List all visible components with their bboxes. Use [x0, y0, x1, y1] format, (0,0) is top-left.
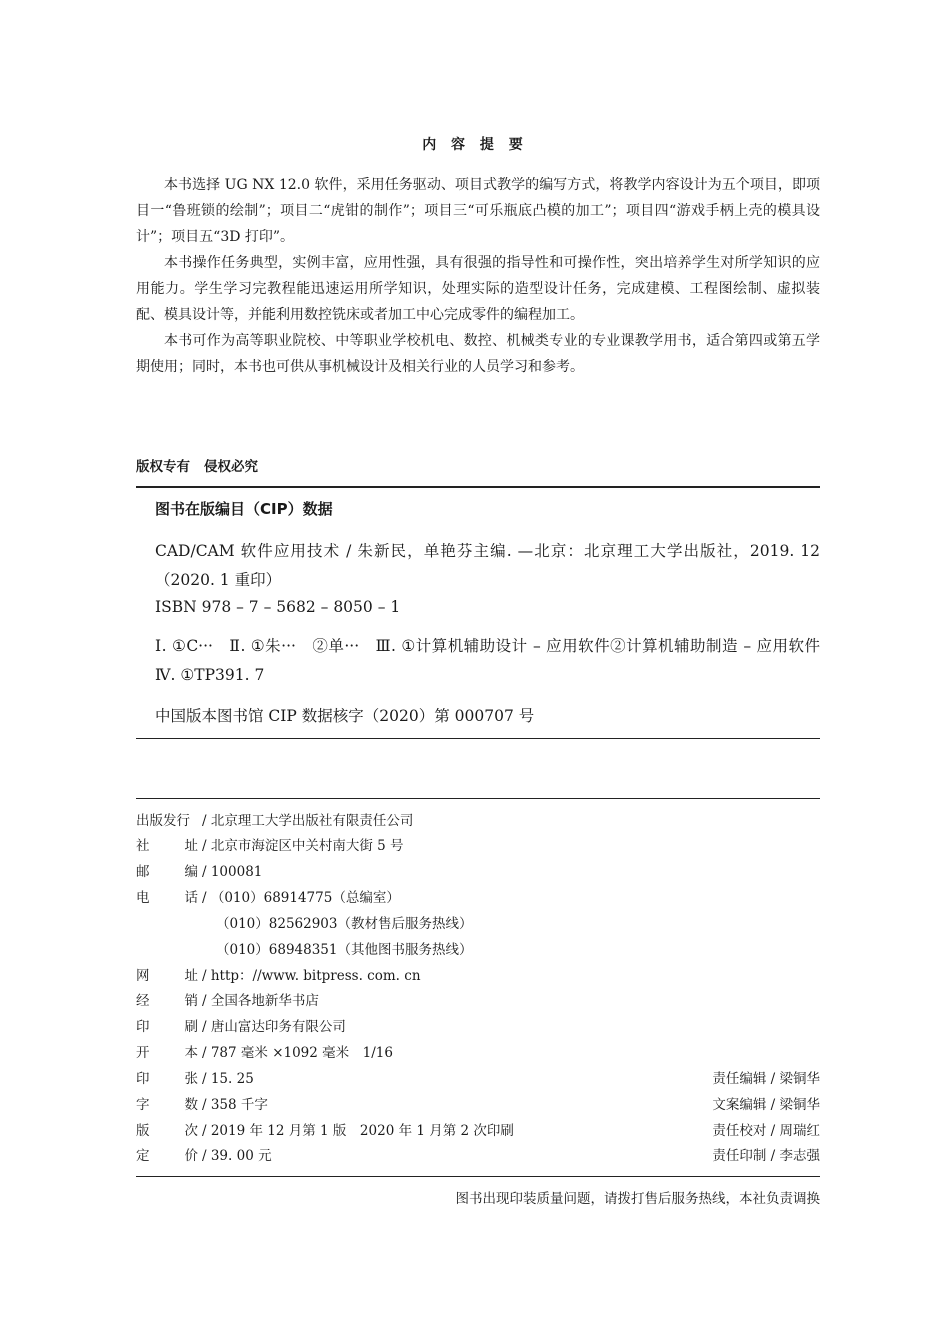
summary-title: 内 容 提 要	[422, 137, 528, 153]
row-label: 开 本	[136, 1045, 198, 1061]
row-label: 印 刷	[136, 1019, 198, 1035]
copyright-text: 版权专有	[136, 459, 190, 475]
row-value: / 15. 25	[202, 1071, 254, 1087]
format-row	[136, 1041, 820, 1066]
summary-body	[136, 172, 820, 380]
words-row	[136, 1093, 820, 1118]
cip-classification: Ⅰ. ①C··· Ⅱ. ①朱··· ②单··· Ⅲ. ①计算机辅助设计 – 应用软件②计算机辅助制造 – 应用软件 Ⅳ. ①TP391. 7	[155, 637, 836, 684]
publisher-row	[136, 809, 820, 834]
address-row	[136, 834, 820, 859]
postcode-row	[136, 860, 820, 885]
divider	[136, 486, 820, 488]
phone-row	[136, 886, 820, 911]
divider	[136, 798, 820, 799]
phone-row	[136, 938, 820, 963]
edition-row	[136, 1119, 820, 1144]
row-label: 定 价	[136, 1148, 198, 1164]
row-value: （010）68948351（其他图书服务热线）	[216, 942, 473, 958]
printer-row	[136, 1015, 820, 1040]
copyright-notice	[136, 455, 258, 475]
row-label: 经 销	[136, 993, 198, 1009]
row-label: 网 址	[136, 968, 198, 984]
cip-title: 图书在版编目（CIP）数据	[155, 500, 333, 518]
summary-paragraph: 本书可作为高等职业院校、中等职业学校机电、数控、机械类专业的专业课教学用书，适合第四或第五学期使用；同时，本书也可供从事机械设计及相关行业的人员学习和参考。	[136, 333, 820, 375]
cip-isbn: ISBN 978 – 7 – 5682 – 8050 – 1	[155, 598, 401, 616]
row-value: / 39. 00 元	[202, 1148, 272, 1164]
website-row	[136, 964, 820, 989]
sheets-row	[136, 1067, 820, 1092]
row-value: / 全国各地新华书店	[202, 993, 319, 1009]
row-label: 印 张	[136, 1071, 198, 1087]
row-value: / 北京理工大学出版社有限责任公司	[202, 813, 414, 829]
row-label: 社 址	[136, 838, 198, 854]
price-row	[136, 1144, 820, 1169]
copy-editor: 文案编辑 / 梁铜华	[712, 1097, 820, 1113]
distributor-row	[136, 989, 820, 1014]
phone-row	[136, 912, 820, 937]
row-label: 字 数	[136, 1097, 198, 1113]
responsible-editor: 责任编辑 / 梁铜华	[712, 1071, 820, 1087]
summary-paragraph: 本书选择 UG NX 12.0 软件，采用任务驱动、项目式教学的编写方式，将教学内容设计为五个项目，即项目一“鲁班锁的绘制”；项目二“虎钳的制作”；项目三“可乐瓶底凸模的加工”；项目四“游戏手柄上壳的模具设计”；项目五“3D 打印”。	[136, 177, 820, 245]
row-label: 电 话	[136, 890, 198, 906]
cip-entry: CAD/CAM 软件应用技术 / 朱新民，单艳芬主编. —北京：北京理工大学出版社，2019. 12（2020. 1 重印）	[155, 542, 820, 589]
quality-notice: 图书出现印装质量问题，请拨打售后服务热线，本社负责调换	[455, 1191, 820, 1207]
divider	[136, 1176, 820, 1177]
row-value: （010）82562903（教材售后服务热线）	[216, 916, 473, 932]
row-value: / 358 千字	[202, 1097, 268, 1113]
row-value: / 100081	[202, 864, 263, 880]
row-value: / 北京市海淀区中关村南大街 5 号	[202, 838, 404, 854]
row-value: / （010）68914775（总编室）	[202, 890, 400, 906]
row-label: 版 次	[136, 1123, 198, 1139]
row-value: / 唐山富达印务有限公司	[202, 1019, 346, 1035]
print-supervisor: 责任印制 / 李志强	[712, 1148, 820, 1164]
summary-paragraph: 本书操作任务典型，实例丰富，应用性强，具有很强的指导性和可操作性，突出培养学生对所学知识的应用能力。学生学习完教程能迅速运用所学知识，处理实际的造型设计任务，完成建模、工程图绘制、虚拟装配、模具设计等，并能利用数控铣床或者加工中心完成零件的编程加工。	[136, 255, 820, 323]
copyright-text: 侵权必究	[204, 459, 258, 475]
proofreader: 责任校对 / 周瑞红	[712, 1123, 820, 1139]
divider	[136, 738, 820, 739]
row-value: / 787 毫米 ×1092 毫米 1/16	[202, 1045, 393, 1061]
row-label: 出版发行	[136, 813, 190, 829]
row-value: / 2019 年 12 月第 1 版 2020 年 1 月第 2 次印刷	[202, 1123, 514, 1139]
row-value: / http：//www. bitpress. com. cn	[202, 968, 421, 984]
row-label: 邮 编	[136, 864, 198, 880]
cip-record: 中国版本图书馆 CIP 数据核字（2020）第 000707 号	[155, 707, 535, 725]
